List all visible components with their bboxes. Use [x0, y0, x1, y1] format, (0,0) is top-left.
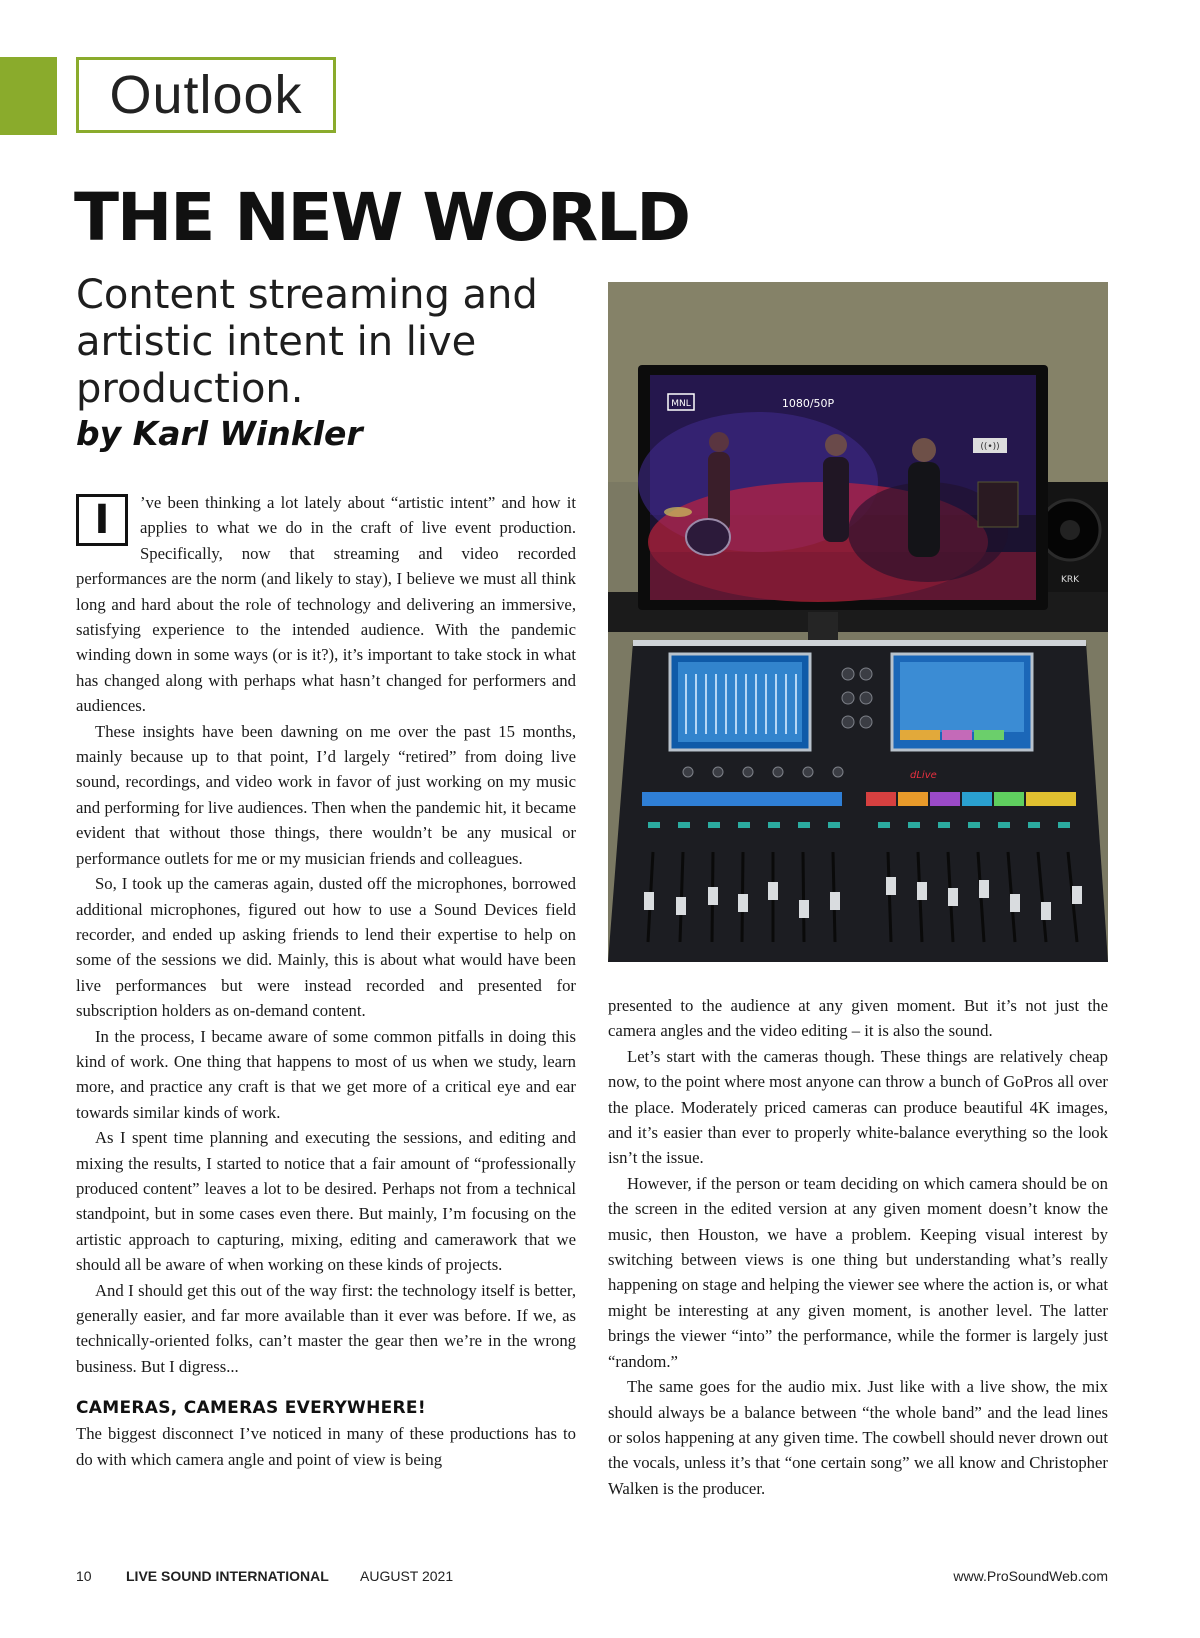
- article-headline: THE NEW WORLD: [74, 179, 689, 256]
- article-column-left: [76, 490, 576, 1472]
- article-paragraph: So, I took up the cameras again, dusted off the microphones, borrowed additional microphones, figured out how to use a Sound Devices field recorder, and ended up asking friends to lend their expertise to help on some of the sessions we did. Mainly, this is about what would have been live performances but were instead recorded and presented for subscription holders as on-demand content.: [76, 874, 576, 1021]
- article-paragraph: These insights have been dawning on me over the past 15 months, mainly because up to that point, I’d largely “retired” from doing live sound, recordings, and video work in favor of just working on my music and performing for live audiences. Then when the pandemic hit, it became evident that without those things, there wouldn’t be any musical or performance outlets for me or my musician friends and colleagues.: [76, 721, 576, 868]
- article-paragraph: As I spent time planning and executing the sessions, and editing and mixing the results, I started to notice that a fair amount of “professionally produced content” leaves a lot to be desired. Perhaps not from a technical standpoint, but in some cases even there. But mainly, I’m focusing on the artistic approach to capturing, mixing, editing and camerawork that we should all be aware of when working on these kinds of projects.: [76, 1128, 576, 1275]
- page-number: 10: [76, 1568, 92, 1584]
- article-paragraph: presented to the audience at any given moment. But it’s not just the camera angles and the video editing – it is also the sound.: [608, 996, 1108, 1041]
- console-brand: dLive: [910, 770, 937, 781]
- speaker-brand: KRK: [1060, 575, 1080, 585]
- article-photo: [608, 282, 1108, 962]
- article-paragraph: However, if the person or team deciding on which camera should be on the screen in the edited version at any given moment doesn’t know the music, then Houston, we have a problem. Keeping visual interest by switching between views is one thing but understanding what’s really happening on stage and helping the viewer see where the action is, or what might be interesting at any given moment, is another level. The latter brings the viewer “into” the performance, while the former is largely just “random.”: [608, 1173, 1108, 1371]
- article-paragraph: In the process, I became aware of some common pitfalls in doing this kind of work. One thing that happens to most of us when we study, learn more, and practice any craft is that we get more of a critical eye and ear towards similar kinds of work.: [76, 1026, 576, 1122]
- page-footer: [76, 1568, 1108, 1590]
- monitor-label-right: ((•)): [980, 442, 1000, 452]
- article-subhead: CAMERAS, CAMERAS EVERYWHERE!: [76, 1398, 426, 1419]
- article-column-right: [608, 993, 1108, 1501]
- website-link[interactable]: www.ProSoundWeb.com: [953, 1568, 1108, 1584]
- article-paragraph: The biggest disconnect I’ve noticed in many of these productions has to do with which camera angle and point of view is being: [76, 1424, 576, 1469]
- article-paragraph: And I should get this out of the way first: the technology itself is better, generally easier, and far more available than it ever was before. If we, as technically-oriented folks, can’t master the gear then we’re in the wrong business. But I digress...: [76, 1280, 576, 1376]
- article-paragraph: The same goes for the audio mix. Just like with a live show, the mix should always be a balance between “the whole band” and the lead lines or solos happening at any given time. The cowbell should never drown out the vocals, unless it’s that “one certain song” we all know and Christopher Walken is the producer.: [608, 1377, 1108, 1498]
- section-label: Outlook: [109, 65, 303, 125]
- monitor-label-left: MNL: [671, 399, 691, 409]
- article-paragraph: Let’s start with the cameras though. These things are relatively cheap now, to the point where most anyone can throw a bunch of GoPros all over the place. Moderately priced cameras can produce beautiful 4K images, and it’s easier than ever to properly white-balance everything so the look isn’t the issue.: [608, 1046, 1108, 1168]
- article-paragraph: I ’ve been thinking a lot lately about “artistic intent” and how it applies to what we do in the craft of live event production. Specifically, now that streaming and video recorded performances are the norm (and likely to stay), I believe we must all think long and hard about the role of technology and delivering an immersive, satisfying experience to the intended audience. With the pandemic winding down in some ways (or is it?), it’s important to take stock in what has changed along with perhaps what hasn’t changed for performers and audiences.: [76, 493, 576, 716]
- article-byline: by Karl Winkler: [76, 414, 363, 453]
- article-subtitle: Content streaming and artistic intent in live production.: [76, 272, 538, 412]
- drop-cap: I: [76, 494, 128, 546]
- section-accent-bar: [0, 57, 57, 135]
- issue-date: AUGUST 2021: [360, 1568, 454, 1584]
- section-label-box: [76, 57, 336, 133]
- monitor-label-center: 1080/50P: [781, 397, 835, 410]
- publication-name: LIVE SOUND INTERNATIONAL: [126, 1568, 329, 1584]
